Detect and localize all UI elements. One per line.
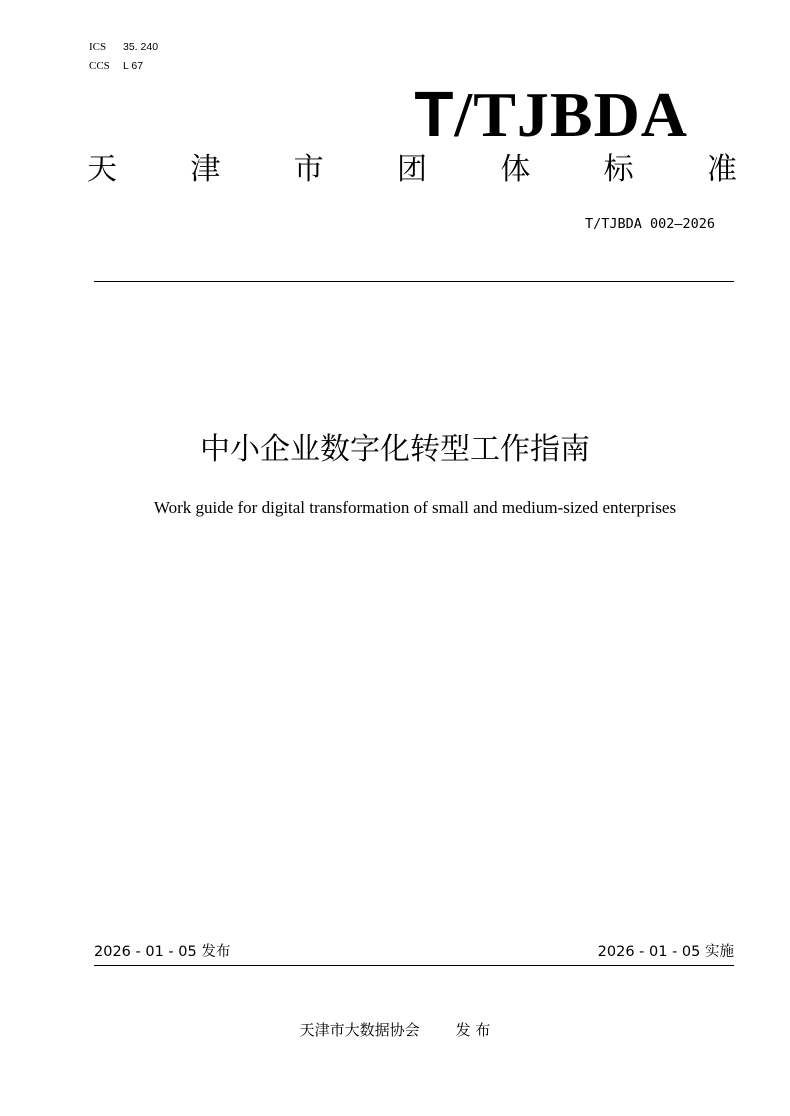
standard-logo [414, 78, 688, 151]
document-title-chinese: 中小企业数字化转型工作指南 [200, 432, 590, 467]
standard-number: T/TJBDA 002—2026 [584, 216, 715, 232]
standard-type-char: 体 [500, 152, 531, 187]
standard-type-char: 津 [190, 152, 221, 187]
standard-type-char: 天 [87, 152, 117, 187]
implementation-date: 2026 - 01 - 05 实施 [597, 944, 734, 960]
date-row [94, 940, 734, 964]
classification-codes [89, 38, 158, 76]
standard-type-char: 市 [293, 152, 324, 187]
issuer-line [0, 1018, 790, 1042]
issuer-action: 发 布 [455, 1021, 491, 1039]
standard-type-heading [87, 148, 737, 192]
standard-type-char: 准 [706, 152, 737, 187]
top-divider [94, 281, 734, 282]
ics-line [89, 38, 158, 57]
logo-rest: /TJBDA [454, 79, 688, 150]
logo-prefix: T [414, 78, 455, 150]
ccs-line [89, 57, 158, 76]
standard-type-char: 标 [603, 152, 634, 187]
ccs-label: CCS [89, 60, 110, 72]
ccs-value: L 67 [123, 60, 144, 72]
release-date: 2026 - 01 - 05 发布 [94, 944, 231, 960]
ics-label: ICS [89, 41, 107, 53]
ics-value: 35. 240 [123, 41, 159, 53]
issuer-name: 天津市大数据协会 [299, 1021, 420, 1039]
bottom-divider [94, 965, 734, 966]
document-title-english: Work guide for digital transformation of small and medium-sized enterprises [153, 498, 677, 517]
standard-type-char: 团 [396, 152, 427, 187]
